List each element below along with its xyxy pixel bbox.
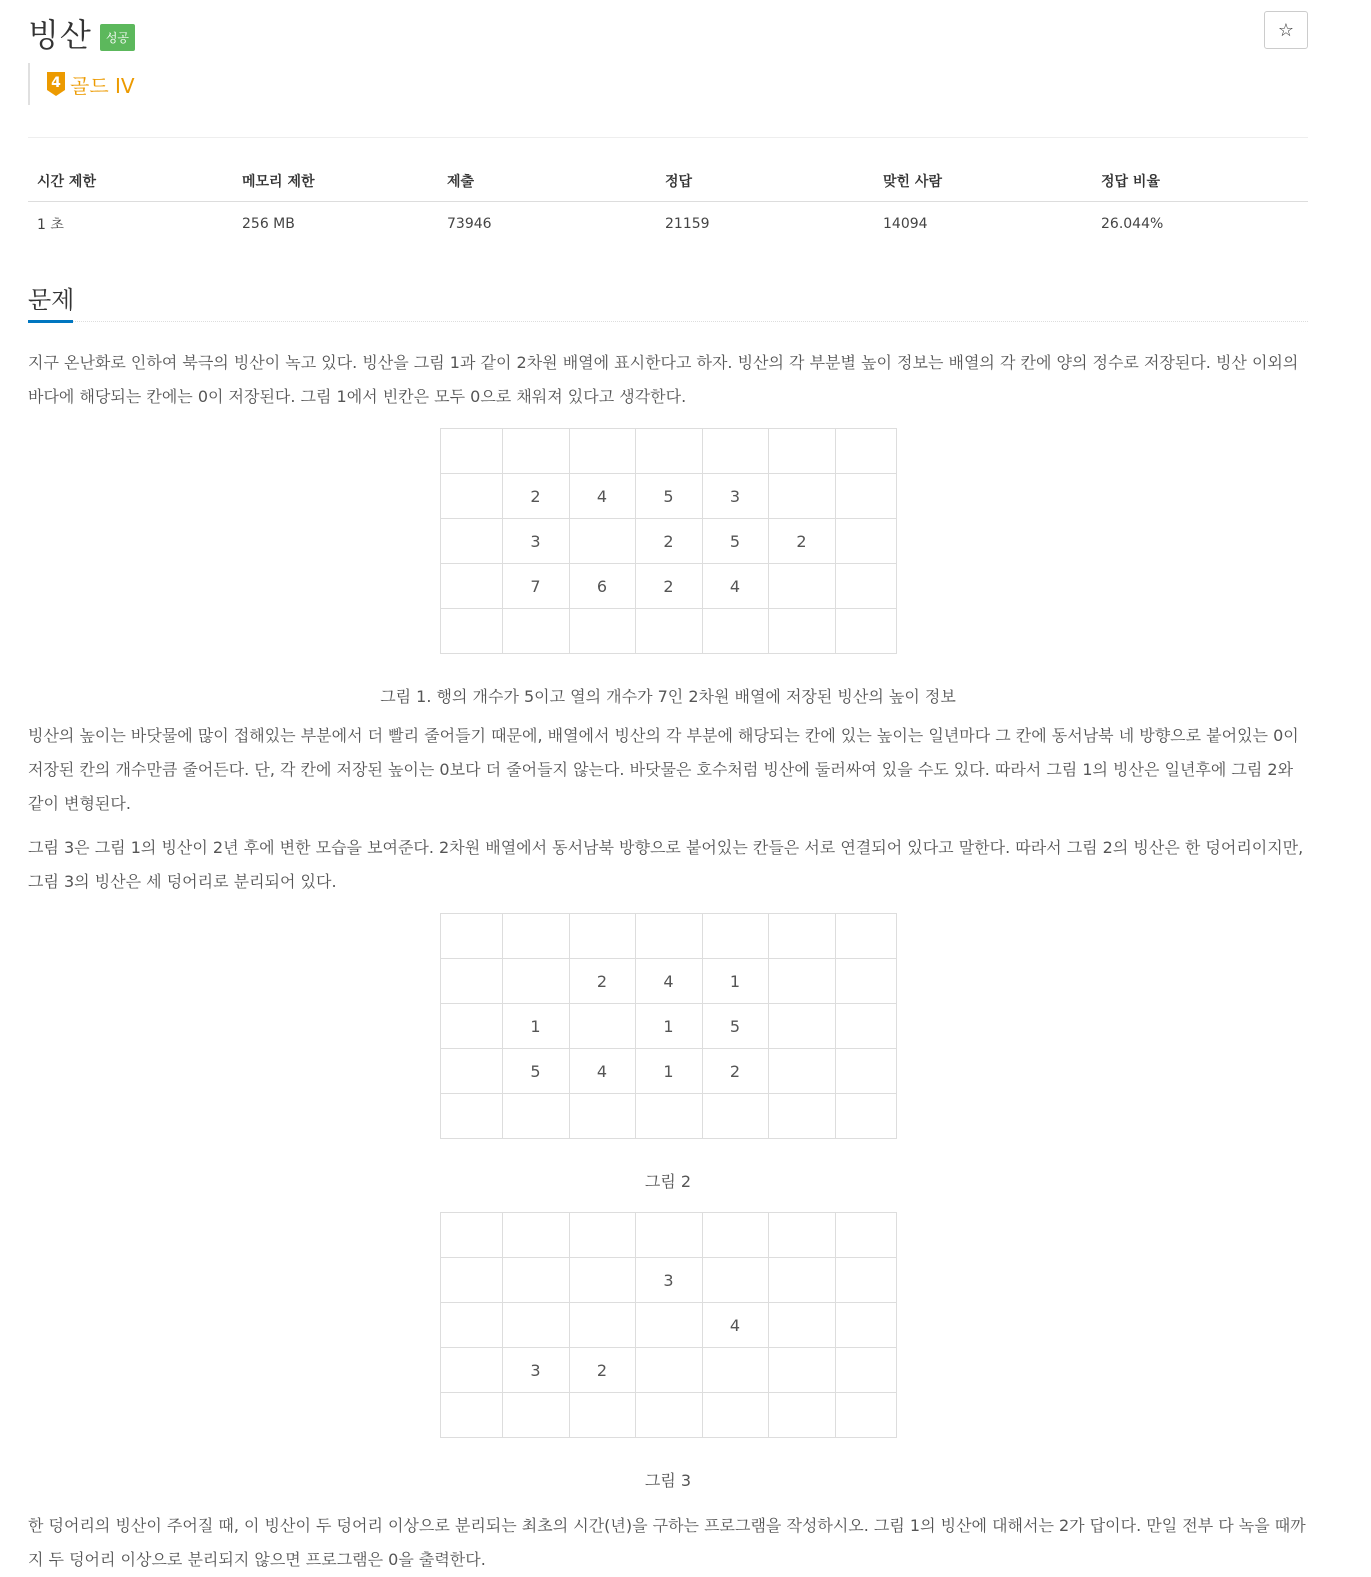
grid-cell xyxy=(702,1213,768,1258)
figure-3 xyxy=(28,1212,1308,1491)
grid-cell xyxy=(702,1258,768,1303)
grid-cell xyxy=(635,429,702,474)
tier-gold-icon xyxy=(46,71,66,97)
header-solved-users: 맞힌 사람 xyxy=(874,171,1092,202)
grid-cell xyxy=(768,1094,835,1139)
section-underline xyxy=(28,320,73,323)
header-accept-ratio: 정답 비율 xyxy=(1092,171,1308,202)
grid-cell xyxy=(768,474,835,519)
grid-cell xyxy=(440,474,502,519)
grid-cell: 2 xyxy=(569,959,635,1004)
grid-cell: 7 xyxy=(502,564,569,609)
problem-paragraph-4: 한 덩어리의 빙산이 주어질 때, 이 빙산이 두 덩어리 이상으로 분리되는 최초의 시간(년)을 구하는 프로그램을 작성하시오. 그림 1의 빙산에 대해서는 2가 답이다. 만일 전부 다 녹을 때까지 두 덩어리 이상으로 분리되지 않으면 프로그램은 0을 출력한다. xyxy=(28,1516,1306,1569)
grid-row xyxy=(440,1213,896,1258)
grid-cell xyxy=(768,1213,835,1258)
value-memory-limit: 256 MB xyxy=(242,216,295,232)
iceberg-grid-figure-2 xyxy=(440,913,897,1139)
star-icon: ☆ xyxy=(1277,19,1295,41)
grid-cell xyxy=(835,1303,896,1348)
grid-cell xyxy=(835,474,896,519)
figure-1 xyxy=(28,428,1308,707)
grid-cell xyxy=(835,1258,896,1303)
grid-cell xyxy=(569,429,635,474)
grid-cell xyxy=(835,564,896,609)
value-accept-ratio: 26.044% xyxy=(1101,216,1164,232)
grid-cell: 1 xyxy=(702,959,768,1004)
status-badge: 성공 xyxy=(100,24,135,51)
page-title: 빙산 xyxy=(28,16,92,54)
grid-cell xyxy=(502,1258,569,1303)
value-time-limit: 1 초 xyxy=(37,217,64,233)
header-submissions: 제출 xyxy=(438,171,656,202)
grid-cell xyxy=(440,1213,502,1258)
grid-cell xyxy=(569,1213,635,1258)
grid-row xyxy=(440,1348,896,1393)
grid-cell xyxy=(502,1303,569,1348)
figure-caption: 그림 1. 행의 개수가 5이고 열의 개수가 7인 2차원 배열에 저장된 빙산의 높이 정보 xyxy=(380,687,956,706)
grid-cell xyxy=(835,1049,896,1094)
grid-cell xyxy=(569,1303,635,1348)
grid-cell xyxy=(440,1393,502,1438)
value-accepted: 21159 xyxy=(665,216,710,232)
grid-cell xyxy=(768,429,835,474)
figure-caption: 그림 3 xyxy=(644,1471,692,1490)
grid-row xyxy=(440,914,896,959)
grid-cell xyxy=(635,609,702,654)
grid-cell xyxy=(702,1348,768,1393)
grid-cell xyxy=(835,519,896,564)
grid-cell: 1 xyxy=(635,1004,702,1049)
grid-cell xyxy=(768,1303,835,1348)
grid-cell: 5 xyxy=(702,519,768,564)
grid-cell: 5 xyxy=(635,474,702,519)
tier-label: 골드 IV xyxy=(70,73,135,98)
grid-cell xyxy=(768,1258,835,1303)
problem-paragraph-1: 지구 온난화로 인하여 북극의 빙산이 녹고 있다. 빙산을 그림 1과 같이 2차원 배열에 표시한다고 하자. 빙산의 각 부분별 높이 정보는 배열의 각 칸에 양의 정수로 저장된다. 빙산 이외의 바다에 해당되는 칸에는 0이 저장된다. 그림 1에서 빈칸은 모두 0으로 채워져 있다고 생각한다. xyxy=(28,353,1299,406)
grid-cell xyxy=(835,914,896,959)
grid-cell: 4 xyxy=(702,1303,768,1348)
grid-cell: 3 xyxy=(502,519,569,564)
grid-cell xyxy=(502,429,569,474)
grid-cell xyxy=(440,1094,502,1139)
grid-cell xyxy=(440,429,502,474)
grid-cell xyxy=(702,609,768,654)
grid-cell xyxy=(440,914,502,959)
grid-row xyxy=(440,609,896,654)
grid-cell xyxy=(768,959,835,1004)
grid-cell: 2 xyxy=(502,474,569,519)
grid-cell xyxy=(768,1004,835,1049)
grid-cell: 2 xyxy=(635,564,702,609)
grid-cell xyxy=(702,429,768,474)
value-submissions: 73946 xyxy=(447,216,492,232)
grid-row xyxy=(440,519,896,564)
header-memory-limit: 메모리 제한 xyxy=(233,171,438,202)
section-title: 문제 xyxy=(28,286,75,314)
grid-row xyxy=(440,1094,896,1139)
header-time-limit: 시간 제한 xyxy=(28,171,233,202)
grid-cell xyxy=(768,1393,835,1438)
grid-cell xyxy=(635,1393,702,1438)
grid-cell xyxy=(502,1393,569,1438)
grid-row xyxy=(440,1004,896,1049)
problem-header xyxy=(28,0,1308,138)
grid-row xyxy=(440,1258,896,1303)
grid-cell xyxy=(768,1348,835,1393)
grid-cell xyxy=(635,1303,702,1348)
iceberg-grid-figure-3 xyxy=(440,1212,897,1438)
grid-row xyxy=(440,564,896,609)
grid-cell xyxy=(569,1094,635,1139)
tier-number: 4 xyxy=(51,75,61,91)
grid-cell: 5 xyxy=(502,1049,569,1094)
tier-row xyxy=(28,63,135,105)
title-row xyxy=(28,10,135,56)
grid-cell xyxy=(835,429,896,474)
grid-cell: 4 xyxy=(702,564,768,609)
grid-cell xyxy=(835,959,896,1004)
grid-cell xyxy=(635,1348,702,1393)
grid-cell xyxy=(569,1393,635,1438)
grid-cell xyxy=(502,914,569,959)
grid-cell: 2 xyxy=(569,1348,635,1393)
grid-cell xyxy=(635,1094,702,1139)
grid-cell xyxy=(835,1213,896,1258)
grid-cell: 4 xyxy=(569,1049,635,1094)
grid-cell: 5 xyxy=(702,1004,768,1049)
grid-cell xyxy=(440,1348,502,1393)
grid-cell xyxy=(835,1348,896,1393)
grid-cell xyxy=(440,564,502,609)
problem-paragraph-3: 그림 3은 그림 1의 빙산이 2년 후에 변한 모습을 보여준다. 2차원 배열에서 동서남북 방향으로 붙어있는 칸들은 서로 연결되어 있다고 말한다. 따라서 그림 2의 빙산은 한 덩어리이지만, 그림 3의 빙산은 세 덩어리로 분리되어 있다. xyxy=(28,838,1304,891)
grid-cell xyxy=(635,914,702,959)
grid-row xyxy=(440,1049,896,1094)
grid-cell: 3 xyxy=(502,1348,569,1393)
star-button[interactable] xyxy=(1264,11,1308,49)
info-header-row xyxy=(28,171,1308,202)
grid-cell xyxy=(768,609,835,654)
grid-cell xyxy=(835,1094,896,1139)
grid-cell xyxy=(440,609,502,654)
grid-row xyxy=(440,429,896,474)
grid-cell xyxy=(702,1094,768,1139)
grid-cell: 4 xyxy=(635,959,702,1004)
grid-cell xyxy=(502,1213,569,1258)
grid-cell: 6 xyxy=(569,564,635,609)
grid-cell xyxy=(502,1094,569,1139)
grid-cell: 4 xyxy=(569,474,635,519)
grid-cell xyxy=(440,1258,502,1303)
grid-cell xyxy=(835,1004,896,1049)
grid-cell xyxy=(768,1049,835,1094)
grid-row xyxy=(440,474,896,519)
grid-cell xyxy=(440,519,502,564)
grid-cell: 2 xyxy=(635,519,702,564)
grid-cell xyxy=(440,1049,502,1094)
grid-cell xyxy=(440,1303,502,1348)
grid-cell xyxy=(569,1258,635,1303)
grid-cell xyxy=(502,959,569,1004)
grid-row xyxy=(440,1303,896,1348)
problem-info-table xyxy=(28,171,1308,234)
grid-cell xyxy=(440,959,502,1004)
grid-cell xyxy=(569,1004,635,1049)
grid-cell: 3 xyxy=(702,474,768,519)
grid-cell xyxy=(768,914,835,959)
grid-cell xyxy=(835,1393,896,1438)
grid-cell xyxy=(502,609,569,654)
grid-cell xyxy=(702,1393,768,1438)
problem-paragraph-2: 빙산의 높이는 바닷물에 많이 접해있는 부분에서 더 빨리 줄어들기 때문에, 배열에서 빙산의 각 부분에 해당되는 칸에 있는 높이는 일년마다 그 칸에 동서남북 네 방향으로 붙어있는 0이 저장된 칸의 개수만큼 줄어든다. 단, 각 칸에 저장된 높이는 0보다 더 줄어들지 않는다. 바닷물은 호수처럼 빙산에 둘러싸여 있을 수도 있다. 따라서 그림 1의 빙산은 일년후에 그림 2와 같이 변형된다. xyxy=(28,726,1299,813)
grid-cell: 2 xyxy=(768,519,835,564)
figure-2 xyxy=(28,913,1308,1192)
section-header xyxy=(28,274,1308,322)
grid-cell: 1 xyxy=(502,1004,569,1049)
grid-cell xyxy=(440,1004,502,1049)
header-accepted: 정답 xyxy=(656,171,874,202)
grid-cell xyxy=(768,564,835,609)
figure-caption: 그림 2 xyxy=(644,1172,692,1191)
info-value-row xyxy=(28,202,1308,235)
grid-cell xyxy=(635,1213,702,1258)
value-solved-users: 14094 xyxy=(883,216,928,232)
iceberg-grid-figure-1 xyxy=(440,428,897,654)
grid-cell xyxy=(569,519,635,564)
grid-cell xyxy=(569,609,635,654)
grid-cell xyxy=(702,914,768,959)
grid-row xyxy=(440,1393,896,1438)
grid-cell: 1 xyxy=(635,1049,702,1094)
grid-cell: 2 xyxy=(702,1049,768,1094)
grid-cell xyxy=(835,609,896,654)
grid-cell: 3 xyxy=(635,1258,702,1303)
grid-cell xyxy=(569,914,635,959)
grid-row xyxy=(440,959,896,1004)
